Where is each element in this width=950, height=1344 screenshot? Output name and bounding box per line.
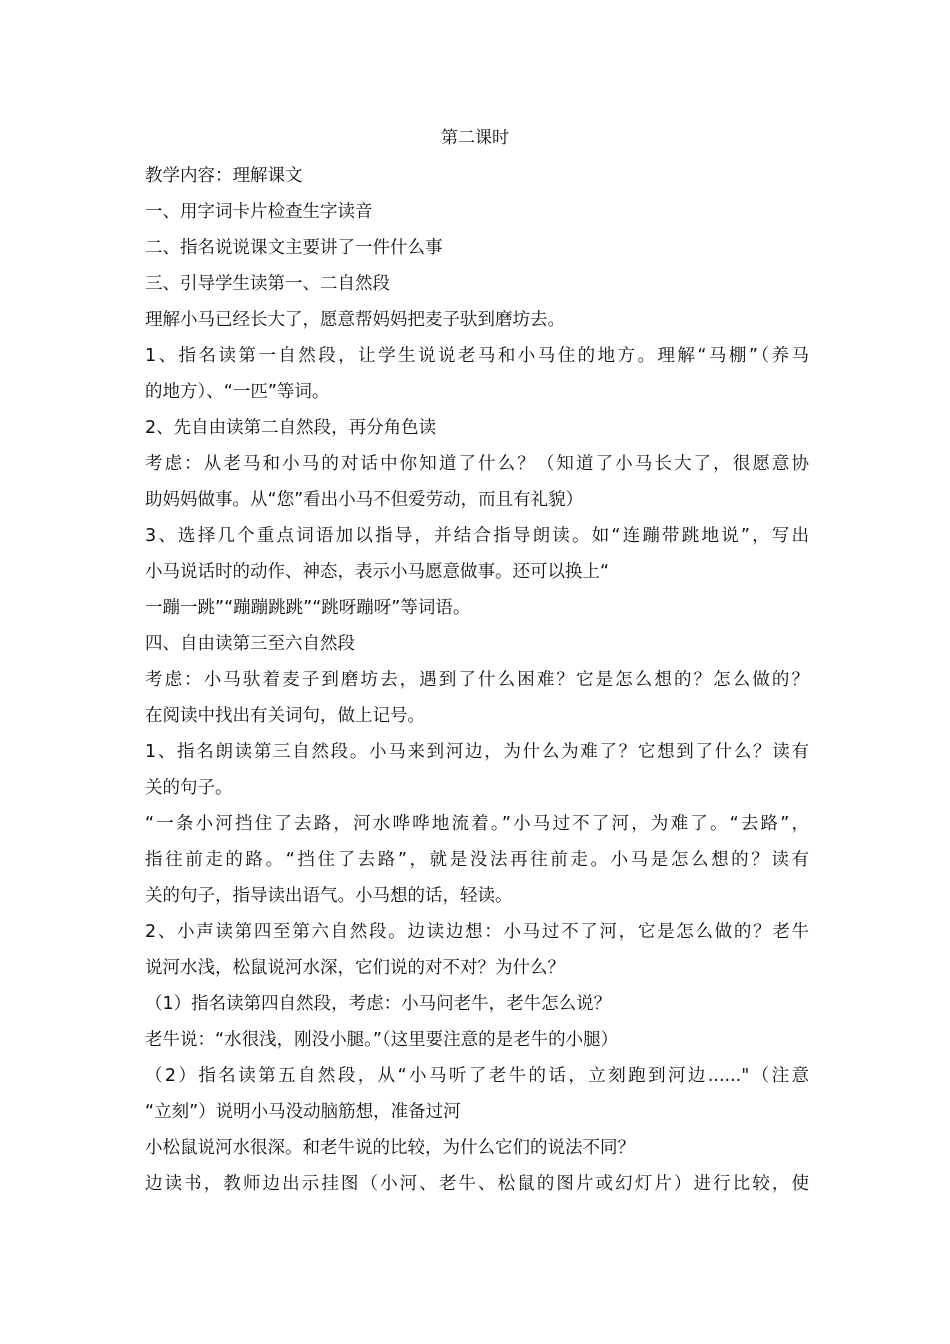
text-line: 2、先自由读第二自然段，再分角色读: [145, 418, 437, 438]
text-line: 指往前走的路。“挡住了去路”，就是没法再往前走。小马是怎么想的？读有: [145, 850, 809, 870]
text-line: 理解小马已经长大了，愿意帮妈妈把麦子驮到磨坊去。: [145, 310, 565, 330]
text-line: 教学内容：理解课文: [145, 166, 303, 186]
text-line: 说河水浅，松鼠说河水深，它们说的对不对？为什么？: [145, 958, 565, 978]
text-line: 二、指名说说课文主要讲了一件什么事: [145, 238, 443, 258]
text-line: 的地方）、“一匹”等词。: [145, 382, 330, 402]
text-line: 一、用字词卡片检查生字读音: [145, 202, 373, 222]
text-line: 四、自由读第三至六自然段: [145, 634, 355, 654]
page-title: 第二课时: [441, 128, 509, 148]
text-line: “立刻”）说明小马没动脑筋想，准备过河: [145, 1102, 461, 1122]
text-line: 助妈妈做事。从“您”看出小马不但爱劳动，而且有礼貌）: [145, 490, 584, 510]
text-line: 一蹦一跳”“蹦蹦跳跳”“跳呀蹦呀”等词语。: [145, 598, 471, 618]
text-line: 考虑：小马驮着麦子到磨坊去，遇到了什么困难？它是怎么想的？怎么做的？: [145, 670, 809, 690]
text-line: 边读书，教师边出示挂图（小河、老牛、松鼠的图片或幻灯片）进行比较，使: [145, 1174, 809, 1194]
text-line: 小马说话时的动作、神态，表示小马愿意做事。还可以换上“: [145, 562, 610, 582]
text-line: 关的句子。: [145, 778, 233, 798]
text-line: （1）指名读第四自然段，考虑：小马问老牛，老牛怎么说？: [145, 994, 612, 1014]
document-body: [145, 158, 809, 1202]
text-line: 关的句子，指导读出语气。小马想的话，轻读。: [145, 886, 513, 906]
text-line: 1、指名读第一自然段，让学生说说老马和小马住的地方。理解“马棚”（养马: [145, 346, 809, 366]
text-line: 3、选择几个重点词语加以指导，并结合指导朗读。如“连蹦带跳地说”，写出: [145, 526, 809, 546]
text-line: 小松鼠说河水很深。和老牛说的比较，为什么它们的说法不同？: [145, 1138, 635, 1158]
text-line: （2）指名读第五自然段，从“小马听了老牛的话，立刻跑到河边......"（注意: [145, 1066, 809, 1086]
text-line: 三、引导学生读第一、二自然段: [145, 274, 390, 294]
text-line: “一条小河挡住了去路，河水哗哗地流着。”小马过不了河，为难了。“去路”，: [145, 814, 809, 834]
text-line: 在阅读中找出有关词句，做上记号。: [145, 706, 425, 726]
text-line: 考虑：从老马和小马的对话中你知道了什么？（知道了小马长大了，很愿意协: [145, 454, 809, 474]
text-line: 老牛说：“水很浅，刚没小腿。”（这里要注意的是老牛的小腿）: [145, 1030, 619, 1050]
text-line: 2、小声读第四至第六自然段。边读边想：小马过不了河，它是怎么做的？老牛: [145, 922, 809, 942]
text-line: 1、指名朗读第三自然段。小马来到河边，为什么为难了？它想到了什么？读有: [145, 742, 809, 762]
